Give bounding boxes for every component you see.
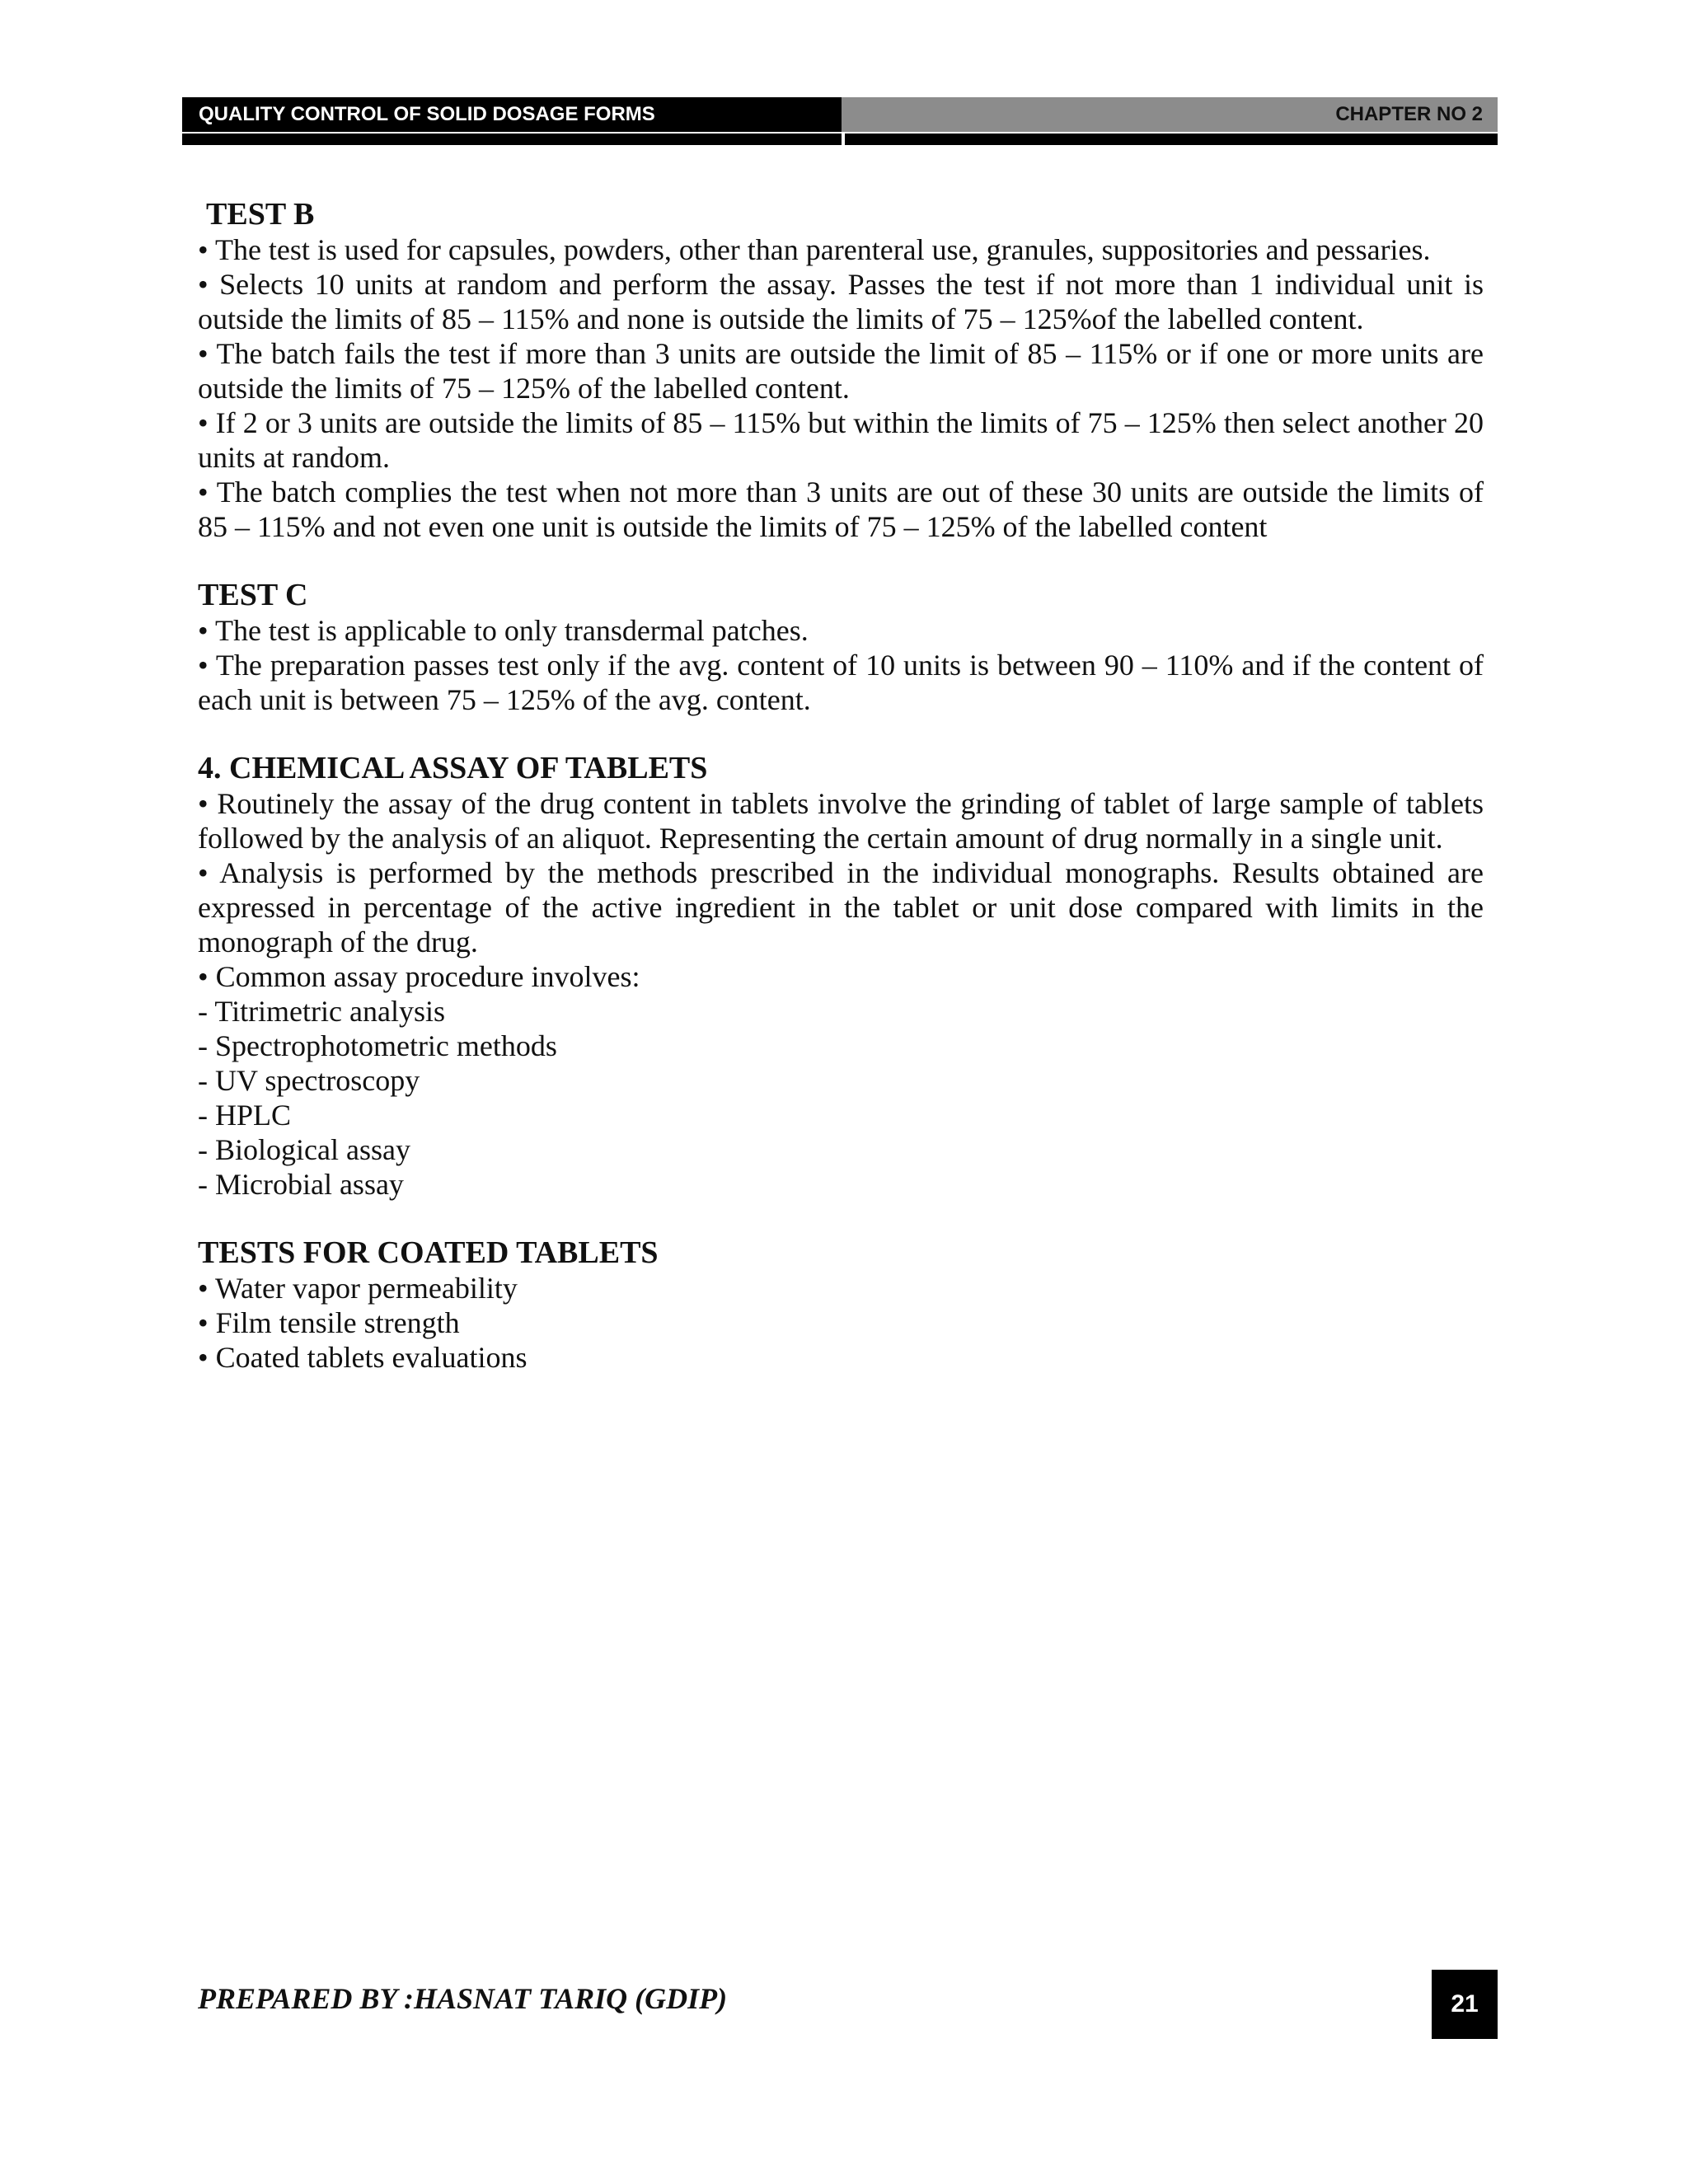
page-number: 21 xyxy=(1432,1970,1498,2039)
list-item: - Spectrophotometric methods xyxy=(198,1029,557,1062)
section-heading: TESTS FOR COATED TABLETS xyxy=(198,1235,659,1270)
header-book-title: QUALITY CONTROL OF SOLID DOSAGE FORMS xyxy=(182,97,842,132)
section-heading: TEST C xyxy=(198,578,308,612)
page-body xyxy=(198,196,1484,1408)
paragraph: • Analysis is performed by the methods prescribed in the individual monographs. Results obtained are expressed in percentage of the active ingredient in the tablet or unit dose compared with limits in the monograph of the drug. xyxy=(198,856,1484,958)
list-item: - Titrimetric analysis xyxy=(198,995,445,1028)
section-coated-tablets xyxy=(198,1235,1484,1375)
paragraph: • The test is applicable to only transdermal patches. xyxy=(198,614,809,647)
section-chemical-assay xyxy=(198,750,1484,1202)
section-test-c xyxy=(198,577,1484,717)
list-item: • Film tensile strength xyxy=(198,1306,460,1339)
paragraph: • The batch complies the test when not more than 3 units are out of these 30 units are outside the limits of 85 – 115% and not even one unit is outside the limits of 75 – 125% of the labelled content xyxy=(198,476,1484,543)
paragraph: • Selects 10 units at random and perform the assay. Passes the test if not more than 1 individual unit is outside the limits of 85 – 115% and none is outside the limits of 75 – 125%of the labelled content. xyxy=(198,268,1484,335)
list-item: - UV spectroscopy xyxy=(198,1064,420,1097)
paragraph: • The preparation passes test only if the avg. content of 10 units is between 90 – 110% and if the content of each unit is between 75 – 125% of the avg. content. xyxy=(198,649,1484,716)
list-item: - HPLC xyxy=(198,1099,292,1132)
paragraph: • Routinely the assay of the drug content in tablets involve the grinding of tablet of large sample of tablets followed by the analysis of an aliquot. Representing the certain amount of drug normally in a single unit. xyxy=(198,787,1484,855)
list-item: • Coated tablets evaluations xyxy=(198,1341,528,1374)
list-item: • Common assay procedure involves: xyxy=(198,960,640,993)
page-header xyxy=(182,97,1498,145)
list-item: • Water vapor permeability xyxy=(198,1272,518,1305)
section-heading: 4. CHEMICAL ASSAY OF TABLETS xyxy=(198,751,708,785)
paragraph: • The test is used for capsules, powders, other than parenteral use, granules, suppositories and pessaries. xyxy=(198,233,1431,266)
list-item: - Biological assay xyxy=(198,1133,410,1166)
header-divider-bar xyxy=(182,134,1498,145)
footer-author: PREPARED BY :HASNAT TARIQ (GDIP) xyxy=(198,1982,728,2015)
list-item: - Microbial assay xyxy=(198,1168,404,1201)
section-heading: TEST B xyxy=(206,197,315,232)
header-divider-gap xyxy=(842,132,845,145)
header-chapter-label: CHAPTER NO 2 xyxy=(842,97,1498,132)
paragraph: • If 2 or 3 units are outside the limits of 85 – 115% but within the limits of 75 – 125% then select another 20 units at random. xyxy=(198,406,1484,474)
section-test-b xyxy=(198,196,1484,544)
paragraph: • The batch fails the test if more than 3 units are outside the limit of 85 – 115% or if one or more units are outside the limits of 75 – 125% of the labelled content. xyxy=(198,337,1484,405)
